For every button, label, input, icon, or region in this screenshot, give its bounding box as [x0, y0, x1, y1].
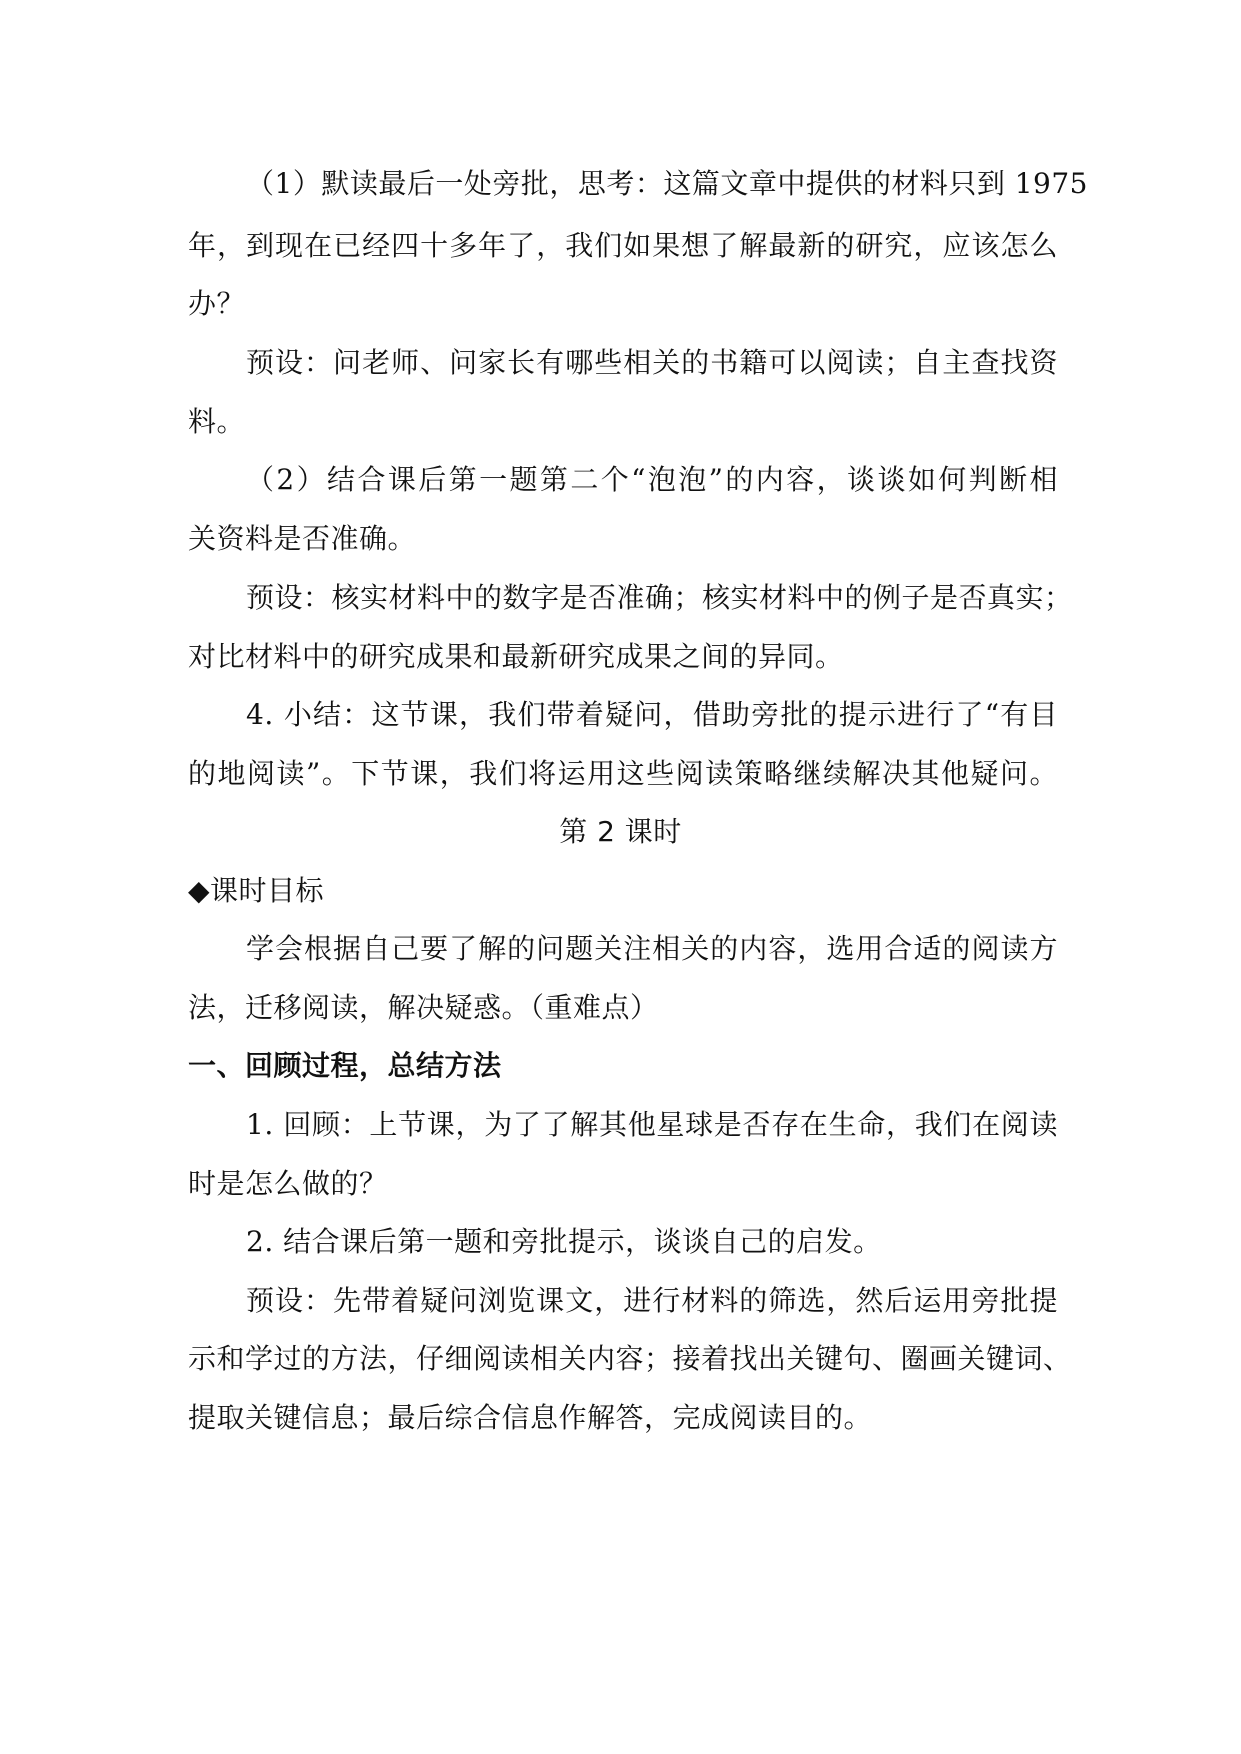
paragraph-line: （1）默读最后一处旁批，思考：这篇文章中提供的材料只到 1975 — [246, 167, 1088, 200]
paragraph-line: 对比材料中的研究成果和最新研究成果之间的异同。 — [188, 640, 844, 673]
paragraph-line: 料。 — [188, 405, 246, 438]
paragraph-line: 预设：问老师、问家长有哪些相关的书籍可以阅读；自主查找资 — [246, 346, 1058, 379]
paragraph-line: 学会根据自己要了解的问题关注相关的内容，选用合适的阅读方 — [246, 932, 1058, 965]
section-heading-objectives: ◆课时目标 — [188, 874, 325, 907]
paragraph-line: 提取关键信息；最后综合信息作解答，完成阅读目的。 — [188, 1401, 873, 1434]
paragraph-line: 时是怎么做的？ — [188, 1167, 388, 1200]
paragraph-line: 关资料是否准确。 — [188, 522, 417, 555]
section-heading-review: 一、回顾过程，总结方法 — [188, 1049, 502, 1082]
paragraph-line: 预设：核实材料中的数字是否准确；核实材料中的例子是否真实； — [246, 581, 1073, 614]
paragraph-line: 年，到现在已经四十多年了，我们如果想了解最新的研究，应该怎么 — [188, 229, 1058, 262]
paragraph-line: 法，迁移阅读，解决疑惑。（重难点） — [188, 991, 659, 1024]
paragraph-line: 办？ — [188, 287, 246, 320]
paragraph-line: 示和学过的方法，仔细阅读相关内容；接着找出关键句、圈画关键词、 — [188, 1342, 1072, 1375]
paragraph-line: 4. 小结：这节课，我们带着疑问，借助旁批的提示进行了“有目 — [246, 698, 1058, 731]
paragraph-line: 预设：先带着疑问浏览课文，进行材料的筛选，然后运用旁批提 — [246, 1284, 1058, 1317]
paragraph-line: （2）结合课后第一题第二个“泡泡”的内容，谈谈如何判断相 — [246, 463, 1058, 496]
paragraph-line: 2. 结合课后第一题和旁批提示，谈谈自己的启发。 — [246, 1225, 882, 1258]
paragraph-line: 的地阅读”。下节课，我们将运用这些阅读策略继续解决其他疑问。 — [188, 757, 1058, 790]
paragraph-line: 1. 回顾：上节课，为了了解其他星球是否存在生命，我们在阅读 — [246, 1108, 1058, 1141]
lesson-title: 第 2 课时 — [559, 815, 682, 848]
